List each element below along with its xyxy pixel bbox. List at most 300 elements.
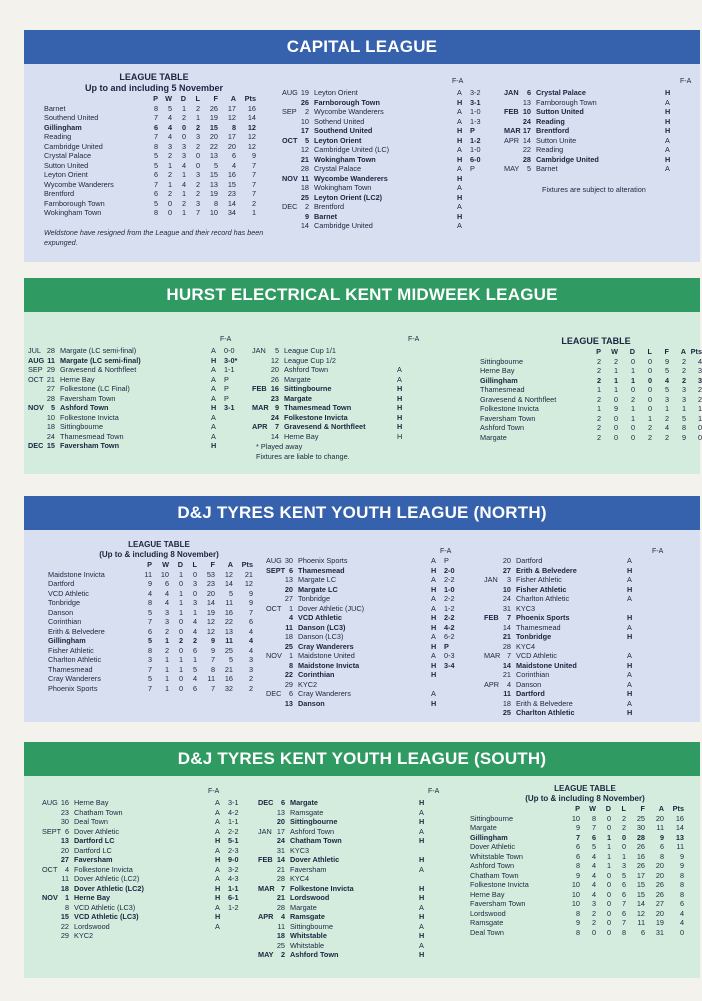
team-stat: 9 bbox=[251, 151, 256, 160]
fixture-month: MAR bbox=[504, 126, 521, 135]
team-stat: 16 bbox=[227, 170, 236, 179]
fixture-day: 7 bbox=[280, 883, 285, 893]
fixture-row bbox=[504, 88, 700, 98]
team-stat: 14 bbox=[224, 579, 233, 588]
table-row bbox=[470, 871, 684, 881]
fixture-venue: A bbox=[215, 864, 220, 874]
fixture-row bbox=[42, 827, 250, 837]
fixture-venue: A bbox=[457, 164, 462, 173]
team-stat: 2 bbox=[596, 423, 601, 432]
team-stat: 1 bbox=[621, 851, 626, 861]
fixture-result: P bbox=[224, 393, 229, 403]
fixture-row bbox=[484, 661, 662, 671]
team-stat: 2 bbox=[591, 918, 596, 927]
team-stat: 4 bbox=[679, 908, 684, 918]
team-stat: 2 bbox=[164, 626, 169, 636]
team-stat: 4 bbox=[192, 674, 197, 683]
table-row bbox=[44, 161, 256, 171]
team-stat: 1 bbox=[181, 208, 186, 217]
team-name: Leyton Orient bbox=[44, 170, 88, 179]
fixture-row bbox=[258, 808, 454, 818]
league-table-subtitle: (Up to & including 8 November) bbox=[99, 550, 219, 559]
fixture-venue: A bbox=[431, 689, 436, 698]
table-row bbox=[470, 833, 684, 843]
fixture-venue: A bbox=[397, 374, 402, 384]
team-stat: 32 bbox=[224, 683, 233, 693]
fixture-result bbox=[410, 403, 432, 413]
fixture-day: 24 bbox=[502, 594, 511, 603]
fixture-venue: A bbox=[665, 135, 670, 145]
fixture-opponent: Faversham bbox=[290, 864, 327, 874]
fixture-day: 6 bbox=[280, 798, 285, 807]
fixture-month: APR bbox=[504, 135, 520, 145]
fixture-day: 13 bbox=[284, 698, 293, 708]
fixture-month bbox=[282, 221, 300, 231]
league-table-subtitle: Up to and including 5 November bbox=[84, 83, 223, 93]
team-stat: 20 bbox=[227, 141, 236, 151]
fixture-row bbox=[266, 623, 466, 633]
team-stat: 25 bbox=[224, 645, 233, 655]
fixture-month: JUL bbox=[28, 346, 41, 355]
fixture-opponent: Southend United bbox=[314, 126, 373, 135]
fixture-result: 1-2 bbox=[444, 603, 455, 613]
fixture-venue bbox=[397, 346, 410, 356]
fixture-month bbox=[258, 893, 276, 903]
table-row bbox=[480, 414, 702, 424]
south-league-table bbox=[470, 784, 700, 937]
fixture-day: 14 bbox=[300, 221, 309, 230]
team-stat: 2 bbox=[681, 356, 686, 366]
fixture-opponent: Barnet bbox=[314, 211, 338, 221]
fixture-venue: A bbox=[457, 221, 462, 230]
col-header: D bbox=[629, 347, 635, 356]
fixture-opponent: Margate bbox=[290, 798, 318, 807]
fixture-day: 4 bbox=[280, 912, 285, 921]
fixture-result bbox=[678, 136, 700, 146]
team-stat: 1 bbox=[251, 208, 256, 217]
fixture-result: 1-0 bbox=[444, 584, 455, 594]
team-stat: 5 bbox=[681, 413, 686, 423]
fixture-month: SEPT bbox=[266, 565, 286, 575]
team-stat: 1 bbox=[697, 404, 702, 413]
fixture-row bbox=[266, 556, 466, 566]
fixture-opponent: KYC2 bbox=[298, 679, 318, 689]
fixture-result bbox=[678, 145, 700, 155]
fixture-venue: H bbox=[215, 855, 221, 864]
fixture-month bbox=[258, 836, 276, 846]
fixture-opponent: VCD Athletic (LC3) bbox=[74, 912, 139, 921]
table-row bbox=[480, 357, 702, 367]
capital-fixtures-1 bbox=[282, 88, 492, 231]
team-stat: 4 bbox=[664, 423, 669, 432]
team-name: Gillingham bbox=[48, 636, 86, 645]
team-stat: 0 bbox=[178, 683, 183, 693]
team-stat: 1 bbox=[630, 404, 635, 413]
fixture-month bbox=[42, 931, 60, 941]
fixture-row bbox=[258, 912, 454, 922]
team-stat: 1 bbox=[681, 404, 686, 413]
fixture-result: P bbox=[444, 556, 449, 565]
team-stat: 7 bbox=[575, 832, 580, 842]
fixture-opponent: Charlton Athletic bbox=[516, 594, 570, 603]
fixture-day: 10 bbox=[300, 116, 309, 126]
fixture-month bbox=[282, 117, 300, 127]
fixture-day: 27 bbox=[284, 594, 293, 603]
fixture-venue: A bbox=[627, 575, 632, 584]
col-header: D bbox=[177, 560, 183, 569]
fixture-month: SEP bbox=[28, 365, 43, 374]
team-name: Gillingham bbox=[44, 122, 82, 132]
fixture-month bbox=[484, 556, 502, 566]
fixture-result bbox=[224, 441, 246, 451]
fixture-month: APR bbox=[252, 422, 268, 431]
table-row bbox=[480, 404, 702, 414]
fixture-day: 6 bbox=[288, 689, 293, 698]
team-stat: 3 bbox=[591, 899, 596, 908]
fixture-opponent: Wycombe Wanderers bbox=[314, 107, 384, 116]
fixture-row bbox=[42, 931, 250, 941]
fixture-venue: A bbox=[211, 374, 216, 384]
fixture-day: 13 bbox=[276, 807, 285, 817]
fixture-month bbox=[252, 394, 270, 404]
fixture-day: 1 bbox=[288, 651, 293, 660]
fixture-month: JAN bbox=[484, 575, 498, 584]
team-stat: 6 bbox=[231, 151, 236, 160]
fixture-day: 25 bbox=[300, 192, 309, 202]
fixture-month bbox=[282, 212, 300, 222]
fixture-row bbox=[282, 212, 492, 222]
team-stat: 2 bbox=[630, 394, 635, 404]
fixture-venue: H bbox=[397, 431, 403, 441]
fixture-opponent: Faversham Town bbox=[60, 441, 120, 450]
team-name: Fisher Athletic bbox=[48, 645, 94, 655]
fixture-day: 22 bbox=[60, 921, 69, 931]
fixture-day: 31 bbox=[276, 845, 285, 855]
team-stat: 0 bbox=[606, 908, 611, 918]
col-header: Pts bbox=[672, 804, 684, 813]
team-stat: 6 bbox=[575, 851, 580, 861]
fixture-row bbox=[252, 394, 432, 404]
fixture-opponent: Fisher Athletic bbox=[516, 575, 562, 584]
team-name: Herne Bay bbox=[480, 366, 515, 375]
fixture-result: 2-0 bbox=[444, 565, 455, 575]
team-stat: 20 bbox=[655, 813, 664, 823]
team-name: Dartford bbox=[48, 579, 75, 588]
team-stat: 0 bbox=[178, 617, 183, 626]
south-fixtures-2 bbox=[258, 798, 454, 960]
fixture-day: 28 bbox=[46, 346, 55, 355]
fixture-venue: H bbox=[457, 126, 463, 135]
team-name: Erith & Belvedere bbox=[48, 626, 105, 636]
fixture-result: 4-2 bbox=[444, 622, 455, 632]
team-stat: 0 bbox=[195, 151, 200, 160]
fixture-venue: A bbox=[431, 603, 436, 613]
team-stat: 0 bbox=[613, 413, 618, 423]
fixture-month bbox=[266, 575, 284, 585]
fixture-row bbox=[42, 808, 250, 818]
fixture-result bbox=[678, 164, 700, 174]
fixture-row bbox=[484, 670, 662, 680]
fixture-opponent: VCD Athletic bbox=[298, 613, 342, 622]
team-stat: 8 bbox=[231, 122, 236, 132]
fixture-opponent: Thamesmead Town bbox=[60, 431, 124, 441]
team-stat: 5 bbox=[228, 588, 233, 598]
team-stat: 1 bbox=[613, 366, 618, 375]
fixture-month bbox=[42, 808, 60, 818]
team-stat: 2 bbox=[613, 356, 618, 366]
fixture-result: 4-3 bbox=[228, 874, 239, 883]
fixture-row bbox=[484, 566, 662, 576]
table-row bbox=[48, 655, 253, 665]
fixture-venue: A bbox=[457, 107, 462, 116]
fixture-day: 1 bbox=[288, 603, 293, 613]
north-youth-league-body bbox=[24, 530, 700, 722]
fixture-venue: H bbox=[419, 836, 425, 845]
team-stat: 7 bbox=[153, 179, 158, 189]
team-stat: 4 bbox=[231, 160, 236, 170]
fixture-result bbox=[432, 855, 454, 865]
team-stat: 8 bbox=[575, 927, 580, 937]
fixture-day: 8 bbox=[64, 902, 69, 912]
fixture-month bbox=[252, 375, 270, 385]
fixture-day: 5 bbox=[50, 403, 55, 412]
fixture-row bbox=[282, 117, 492, 127]
fixture-venue: H bbox=[665, 107, 671, 116]
fixture-opponent: Herne Bay bbox=[60, 374, 95, 384]
team-stat: 1 bbox=[606, 832, 611, 842]
fixture-result bbox=[410, 365, 432, 375]
fixture-opponent: League Cup 1/1 bbox=[284, 346, 336, 355]
fixture-opponent: Reading bbox=[536, 145, 564, 154]
fixture-day: 5 bbox=[304, 135, 309, 145]
fixture-result: 3-0* bbox=[224, 355, 238, 365]
team-stat: 0 bbox=[697, 423, 702, 432]
table-row bbox=[48, 646, 253, 656]
fixture-result bbox=[640, 661, 662, 671]
fixture-venue bbox=[627, 604, 640, 614]
team-stat: 1 bbox=[164, 674, 169, 683]
league-table-subtitle: (Up to & including 8 November) bbox=[525, 794, 645, 803]
fixture-day: 24 bbox=[270, 412, 279, 422]
fixture-row bbox=[258, 903, 454, 913]
fixture-opponent: Cambridge United bbox=[314, 221, 373, 230]
fixture-row bbox=[504, 107, 700, 117]
fixture-row bbox=[252, 413, 432, 423]
fixture-row bbox=[484, 632, 662, 642]
fixture-month bbox=[258, 874, 276, 884]
fixture-opponent: Erith & Belvedere bbox=[516, 698, 573, 708]
team-stat: 15 bbox=[636, 880, 645, 889]
table-row bbox=[48, 570, 253, 580]
fixture-month: MAR bbox=[258, 883, 275, 893]
col-header: F bbox=[640, 804, 645, 813]
fixture-opponent: Folkestone Invicta bbox=[290, 883, 354, 893]
fixture-opponent: VCD Athletic (LC3) bbox=[74, 902, 136, 912]
fixture-result bbox=[470, 221, 492, 231]
fixture-month bbox=[282, 98, 300, 108]
team-stat: 12 bbox=[227, 113, 236, 122]
team-stat: 6 bbox=[621, 908, 626, 918]
fixture-result bbox=[444, 680, 466, 690]
col-header: D bbox=[605, 804, 611, 813]
liable-note: Fixtures are liable to change. bbox=[256, 452, 350, 461]
fixture-month bbox=[266, 680, 284, 690]
fixture-row bbox=[484, 585, 662, 595]
team-stat: 8 bbox=[153, 208, 158, 217]
fixture-day: 30 bbox=[284, 556, 293, 565]
team-name: Sutton United bbox=[44, 160, 89, 170]
fixture-result bbox=[678, 88, 700, 98]
fixture-day: 18 bbox=[60, 883, 69, 893]
fixture-day: 11 bbox=[61, 874, 69, 883]
team-stat: 0 bbox=[613, 423, 618, 432]
fixture-row bbox=[252, 375, 432, 385]
fixture-result: 1-1 bbox=[228, 883, 239, 893]
table-row bbox=[470, 861, 684, 871]
table-row bbox=[470, 890, 684, 900]
team-name: Gillingham bbox=[470, 832, 508, 842]
team-stat: 11 bbox=[637, 918, 645, 927]
team-stat: 7 bbox=[251, 170, 256, 179]
team-stat: 6 bbox=[164, 579, 169, 588]
fixture-row bbox=[484, 623, 662, 633]
fixture-day: 20 bbox=[284, 584, 293, 594]
fixture-day: 5 bbox=[526, 164, 531, 173]
fixture-opponent: Thamesmead Town bbox=[284, 403, 352, 412]
capital-league-body bbox=[24, 64, 700, 262]
fixture-opponent: Thamesmead bbox=[298, 565, 345, 575]
team-stat: 1 bbox=[606, 842, 611, 851]
fixture-day: 11 bbox=[277, 921, 285, 931]
team-stat: 2 bbox=[195, 103, 200, 113]
fixture-venue: A bbox=[627, 698, 632, 708]
team-stat: 8 bbox=[575, 908, 580, 918]
fixture-month: AUG bbox=[282, 88, 298, 97]
team-stat: 16 bbox=[675, 813, 684, 823]
fixture-day: 4 bbox=[288, 613, 293, 622]
fixture-opponent: Ashford Town bbox=[284, 365, 329, 374]
team-name: Margate bbox=[470, 823, 497, 832]
fixture-venue: H bbox=[627, 584, 633, 594]
team-stat: 2 bbox=[164, 645, 169, 655]
team-stat: 1 bbox=[164, 664, 169, 674]
fixture-row bbox=[504, 155, 700, 165]
fixture-row bbox=[252, 356, 432, 366]
team-stat: 26 bbox=[209, 103, 218, 113]
fixture-opponent: Dartford bbox=[516, 556, 543, 565]
fixture-opponent: Folkestone (LC Final) bbox=[60, 384, 130, 393]
fixture-month: DEC bbox=[266, 689, 282, 698]
fixture-result: 3-1 bbox=[228, 798, 239, 807]
fixture-day: 22 bbox=[522, 145, 531, 154]
team-stat: 10 bbox=[571, 813, 580, 823]
team-stat: 0 bbox=[647, 356, 652, 366]
fixture-row bbox=[484, 689, 662, 699]
fixture-venue: A bbox=[215, 921, 220, 931]
team-stat: 20 bbox=[655, 861, 664, 870]
fixture-opponent: Wokingham Town bbox=[314, 154, 376, 164]
fixture-row bbox=[28, 413, 246, 423]
fixture-day: 21 bbox=[46, 374, 55, 384]
fixture-row bbox=[42, 855, 250, 865]
team-name: Wycombe Wanderers bbox=[44, 179, 114, 189]
team-stat: 4 bbox=[591, 889, 596, 899]
fixture-result bbox=[470, 193, 492, 203]
fixture-day: 5 bbox=[274, 346, 279, 355]
fixture-month bbox=[282, 126, 300, 136]
team-stat: 6 bbox=[192, 645, 197, 655]
team-stat: 17 bbox=[636, 870, 645, 880]
fixture-result bbox=[678, 98, 700, 108]
fixture-venue: H bbox=[397, 403, 403, 412]
team-stat: 17 bbox=[227, 103, 236, 113]
fixture-venue: H bbox=[431, 670, 437, 679]
fixture-opponent: Danson bbox=[298, 698, 325, 708]
fixture-result: 3-1 bbox=[470, 97, 481, 107]
fixture-day: 17 bbox=[522, 126, 531, 135]
fixture-row bbox=[42, 836, 250, 846]
table-row bbox=[480, 395, 702, 405]
team-stat: 1 bbox=[195, 113, 200, 122]
table-row bbox=[48, 674, 253, 684]
team-stat: 3 bbox=[192, 579, 197, 588]
team-stat: 2 bbox=[181, 198, 186, 208]
team-name: Folkestone Invicta bbox=[470, 880, 529, 889]
fixture-opponent: Folkestone Invicta bbox=[74, 864, 133, 874]
fixture-venue: A bbox=[397, 365, 402, 374]
fixture-row bbox=[42, 798, 250, 808]
team-stat: 7 bbox=[251, 189, 256, 198]
team-stat: 9 bbox=[575, 918, 580, 927]
team-stat: 8 bbox=[591, 813, 596, 823]
col-header: A bbox=[680, 347, 686, 356]
fixture-month bbox=[28, 413, 46, 423]
fixture-venue: A bbox=[431, 651, 436, 660]
fixture-venue: A bbox=[419, 940, 424, 950]
fixture-result bbox=[640, 575, 662, 585]
team-stat: 9 bbox=[248, 588, 253, 598]
fixture-result bbox=[432, 827, 454, 837]
fa-header: F-A bbox=[680, 78, 692, 85]
fixture-venue: A bbox=[665, 145, 670, 154]
fixture-opponent: KYC3 bbox=[290, 845, 310, 855]
fixture-day: 29 bbox=[60, 931, 69, 940]
team-stat: 4 bbox=[697, 356, 702, 366]
team-stat: 17 bbox=[227, 132, 236, 141]
team-stat: 2 bbox=[664, 413, 669, 423]
fixture-month bbox=[484, 594, 502, 604]
fixture-month bbox=[42, 846, 60, 856]
team-stat: 7 bbox=[210, 683, 215, 693]
fixture-opponent: Chatham Town bbox=[74, 807, 123, 817]
team-stat: 1 bbox=[181, 103, 186, 113]
team-name: Lordswood bbox=[470, 908, 506, 918]
team-stat: 8 bbox=[147, 645, 152, 655]
team-stat: 0 bbox=[606, 870, 611, 880]
team-stat: 11 bbox=[656, 823, 664, 832]
fixture-result bbox=[640, 708, 662, 718]
team-stat: 5 bbox=[664, 366, 669, 375]
fixture-opponent: VCD Athletic bbox=[516, 651, 557, 660]
fixture-opponent: Maidstone Invicta bbox=[298, 660, 360, 670]
team-name: Phoenix Sports bbox=[48, 683, 98, 693]
table-row bbox=[470, 928, 684, 938]
team-stat: 1 bbox=[697, 413, 702, 423]
team-stat: 7 bbox=[153, 132, 158, 141]
team-stat: 14 bbox=[206, 598, 215, 607]
fixture-opponent: Danson (LC3) bbox=[298, 622, 346, 632]
team-stat: 9 bbox=[210, 645, 215, 655]
